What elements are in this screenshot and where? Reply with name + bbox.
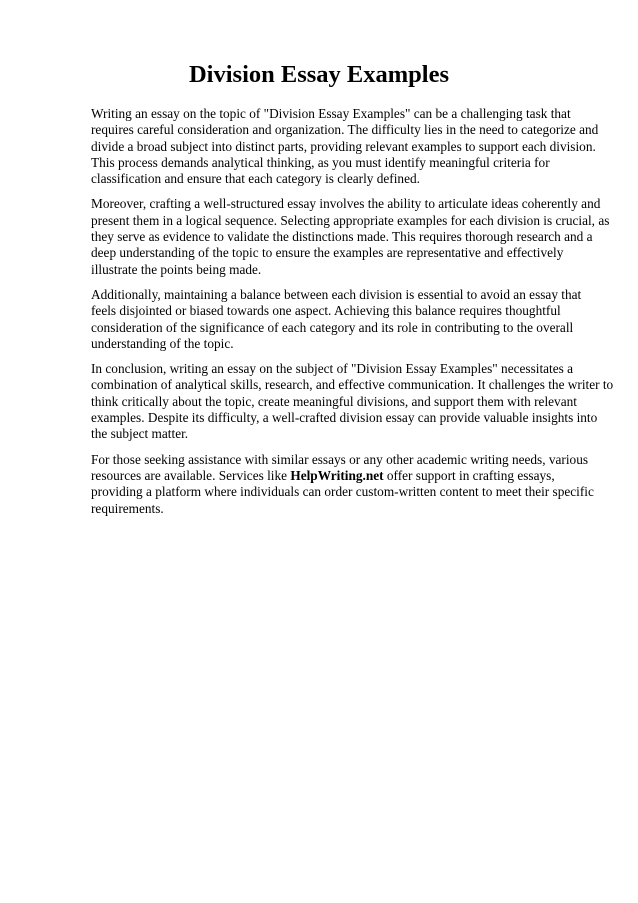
document-body <box>91 106 614 526</box>
paragraph-3 <box>91 287 611 352</box>
text-fragment: resources are available. Services like <box>91 467 291 483</box>
text-line: the subject matter. <box>91 426 189 442</box>
text-line: In conclusion, writing an essay on the subject of "Division Essay Examples" necessitates a <box>91 361 574 377</box>
text-line: think critically about the topic, create meaningful divisions, and support them with relevant <box>91 393 577 409</box>
text-line: For those seeking assistance with similar essays or any other academic writing needs, various <box>91 451 589 467</box>
text-line: illustrate the points being made. <box>91 261 262 277</box>
text-line: deep understanding of the topic to ensure the examples are representative and effectively <box>91 245 564 261</box>
text-line: classification and ensure that each category is clearly defined. <box>91 171 420 187</box>
helpwriting-link[interactable]: HelpWriting.net <box>290 467 384 483</box>
text-line: providing a platform where individuals can order custom-written content to meet their specific <box>91 484 594 500</box>
text-line: This process demands analytical thinking, as you must identify meaningful criteria for <box>91 154 550 170</box>
text-line: requirements. <box>91 500 164 516</box>
text-line: they serve as evidence to validate the distinctions made. This requires thorough research and a <box>91 229 593 245</box>
text-line: present them in a logical sequence. Selecting appropriate examples for each division is crucial, as <box>91 212 610 228</box>
text-fragment: offer support in crafting essays, <box>383 467 555 483</box>
text-line: requires careful consideration and organization. The difficulty lies in the need to categorize and <box>91 122 599 138</box>
paragraph-5 <box>91 452 611 517</box>
text-line: examples. Despite its difficulty, a well-crafted division essay can provide valuable insights into <box>91 410 598 426</box>
paragraph-4 <box>91 361 614 442</box>
paragraph-2 <box>91 196 611 277</box>
page-title: Division Essay Examples <box>188 61 450 88</box>
text-line: understanding of the topic. <box>91 335 234 351</box>
text-line: feels disjointed or biased towards one aspect. Achieving this balance requires thoughtful <box>91 303 561 319</box>
text-line: Additionally, maintaining a balance between each division is essential to avoid an essay that <box>91 286 582 302</box>
text-line: consideration of the significance of each category and its role in contributing to the overall <box>91 319 574 335</box>
text-line: divide a broad subject into distinct parts, providing relevant examples to support each division. <box>91 138 596 154</box>
text-line-with-link <box>91 468 611 484</box>
text-line: combination of analytical skills, research, and effective communication. It challenges the writer to <box>91 377 614 393</box>
paragraph-1 <box>91 106 611 187</box>
text-line: Moreover, crafting a well-structured essay involves the ability to articulate ideas coherently and <box>91 196 601 212</box>
text-line: Writing an essay on the topic of "Division Essay Examples" can be a challenging task that <box>91 106 571 121</box>
